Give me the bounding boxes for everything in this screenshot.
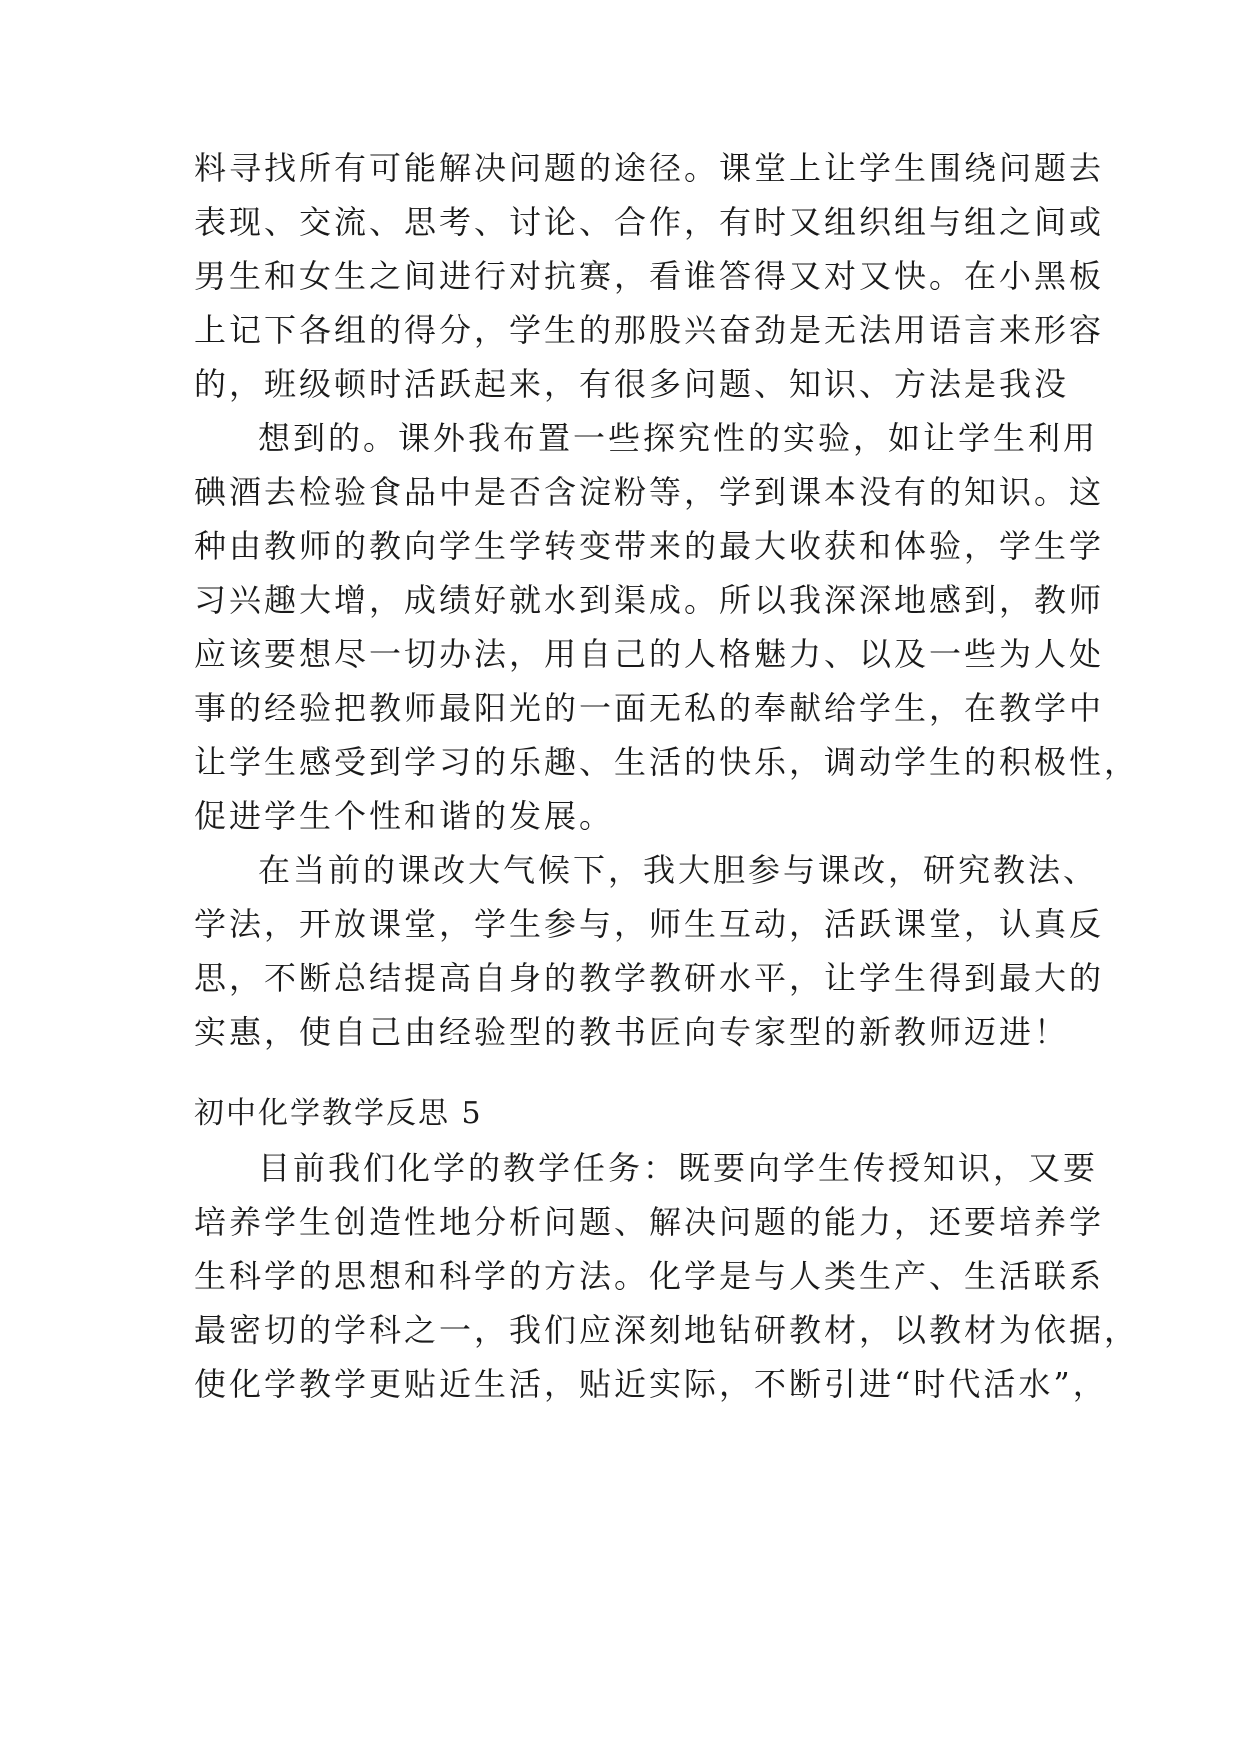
paragraph-line: 培养学生创造性地分析问题、解决问题的能力，还要培养学 (194, 1203, 1105, 1241)
paragraph-line: 上记下各组的得分，学生的那股兴奋劲是无法用语言来形容 (194, 311, 1105, 349)
paragraph-line: 想到的。课外我布置一些探究性的实验，如让学生利用 (258, 419, 1099, 457)
section-heading: 初中化学教学反思 5 (194, 1096, 483, 1131)
paragraph-line: 使化学教学更贴近生活，贴近实际，不断引进“时代活水”， (194, 1365, 1108, 1403)
paragraph-line: 生科学的思想和科学的方法。化学是与人类生产、生活联系 (194, 1257, 1105, 1295)
paragraph-line: 种由教师的教向学生学转变带来的最大收获和体验，学生学 (194, 527, 1105, 565)
paragraph-line: 的，班级顿时活跃起来，有很多问题、知识、方法是我没 (194, 365, 1070, 403)
paragraph-line: 习兴趣大增，成绩好就水到渠成。所以我深深地感到，教师 (194, 581, 1105, 619)
paragraph-line: 促进学生个性和谐的发展。 (194, 797, 615, 835)
paragraph-line: 男生和女生之间进行对抗赛，看谁答得又对又快。在小黑板 (194, 257, 1105, 295)
paragraph-line: 碘酒去检验食品中是否含淀粉等，学到课本没有的知识。这 (194, 473, 1105, 511)
paragraph-line: 学法，开放课堂，学生参与，师生互动，活跃课堂，认真反 (194, 905, 1105, 943)
paragraph-line: 表现、交流、思考、讨论、合作，有时又组织组与组之间或 (194, 203, 1105, 241)
paragraph-line: 实惠，使自己由经验型的教书匠向专家型的新教师迈进！ (194, 1013, 1070, 1051)
paragraph-line: 在当前的课改大气候下，我大胆参与课改，研究教法、 (258, 851, 1099, 889)
paragraph-line: 应该要想尽一切办法，用自己的人格魅力、以及一些为人处 (194, 635, 1105, 673)
paragraph-line: 目前我们化学的教学任务：既要向学生传授知识，又要 (258, 1149, 1099, 1187)
paragraph-line: 事的经验把教师最阳光的一面无私的奉献给学生，在教学中 (194, 689, 1105, 727)
paragraph-line: 让学生感受到学习的乐趣、生活的快乐，调动学生的积极性， (194, 743, 1140, 781)
paragraph-line: 思，不断总结提高自身的教学教研水平，让学生得到最大的 (194, 959, 1105, 997)
paragraph-line: 最密切的学科之一，我们应深刻地钻研教材，以教材为依据， (194, 1311, 1140, 1349)
paragraph-line: 料寻找所有可能解决问题的途径。课堂上让学生围绕问题去 (194, 149, 1105, 187)
